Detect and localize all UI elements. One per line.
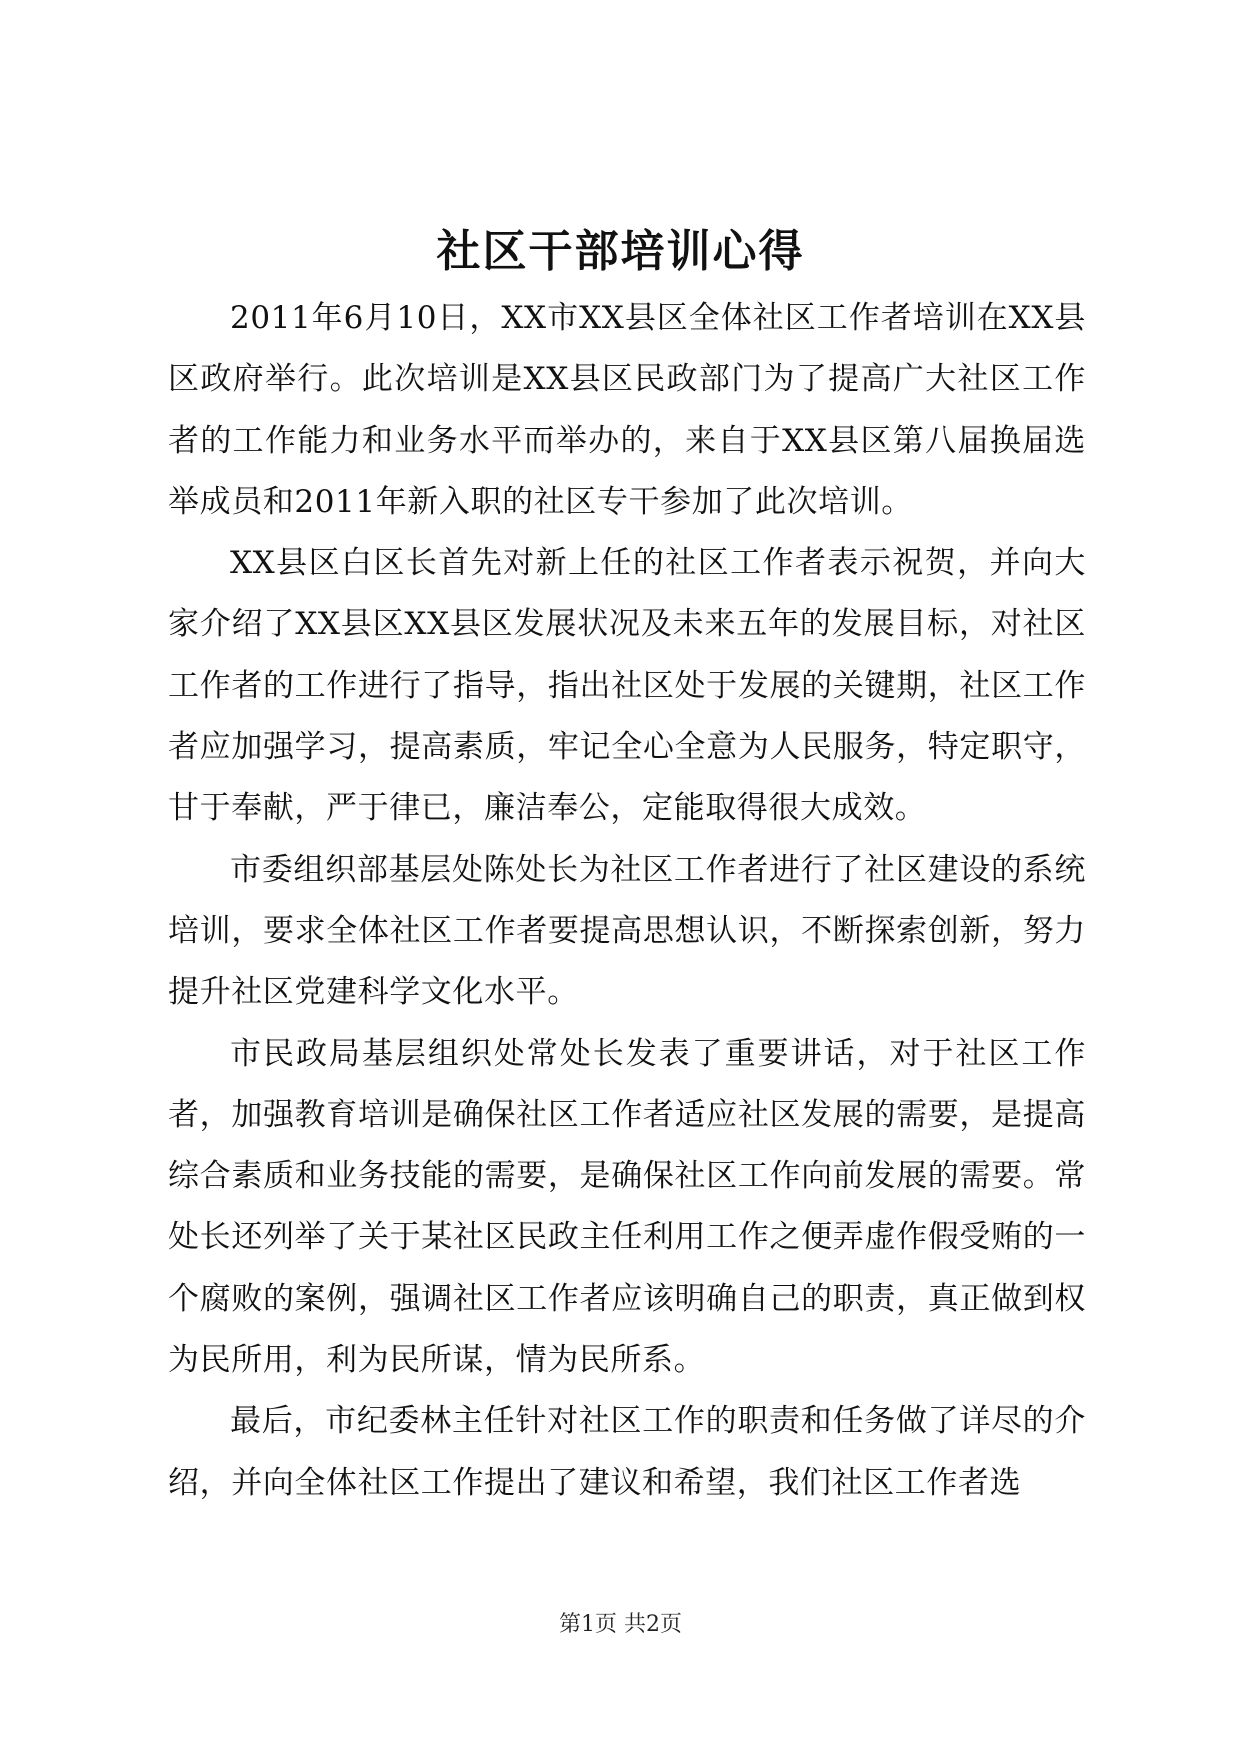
page-number-footer: 第1页 共2页 bbox=[559, 1612, 682, 1637]
paragraph-2: XX县区白区长首先对新上任的社区工作者表示祝贺，并向大家介绍了XX县区XX县区发展状况及未来五年的发展目标，对社区工作者的工作进行了指导，指出社区处于发展的关键期，社区工作者应加强学习，提高素质，牢记全心全意为人民服务，特定职守，甘于奉献，严于律已，廉洁奉公，定能取得很大成效。 bbox=[168, 545, 1086, 827]
document-body bbox=[168, 288, 1086, 1514]
paragraph-4: 市民政局基层组织处常处长发表了重要讲话，对于社区工作者，加强教育培训是确保社区工作者适应社区发展的需要，是提高综合素质和业务技能的需要，是确保社区工作向前发展的需要。常处长还列举了关于某社区民政主任利用工作之便弄虚作假受贿的一个腐败的案例，强调社区工作者应该明确自己的职责，真正做到权为民所用，利为民所谋，情为民所系。 bbox=[168, 1035, 1086, 1379]
document-title: 社区干部培训心得 bbox=[436, 226, 805, 277]
paragraph-3: 市委组织部基层处陈处长为社区工作者进行了社区建设的系统培训，要求全体社区工作者要提高思想认识，不断探索创新，努力提升社区党建科学文化水平。 bbox=[168, 851, 1086, 1011]
paragraph-5: 最后，市纪委林主任针对社区工作的职责和任务做了详尽的介绍，并向全体社区工作提出了建议和希望，我们社区工作者选 bbox=[168, 1403, 1086, 1501]
paragraph-1: 2011年6月10日，XX市XX县区全体社区工作者培训在XX县区政府举行。此次培训是XX县区民政部门为了提高广大社区工作者的工作能力和业务水平而举办的，来自于XX县区第八届换届选举成员和2011年新入职的社区专干参加了此次培训。 bbox=[168, 300, 1086, 520]
